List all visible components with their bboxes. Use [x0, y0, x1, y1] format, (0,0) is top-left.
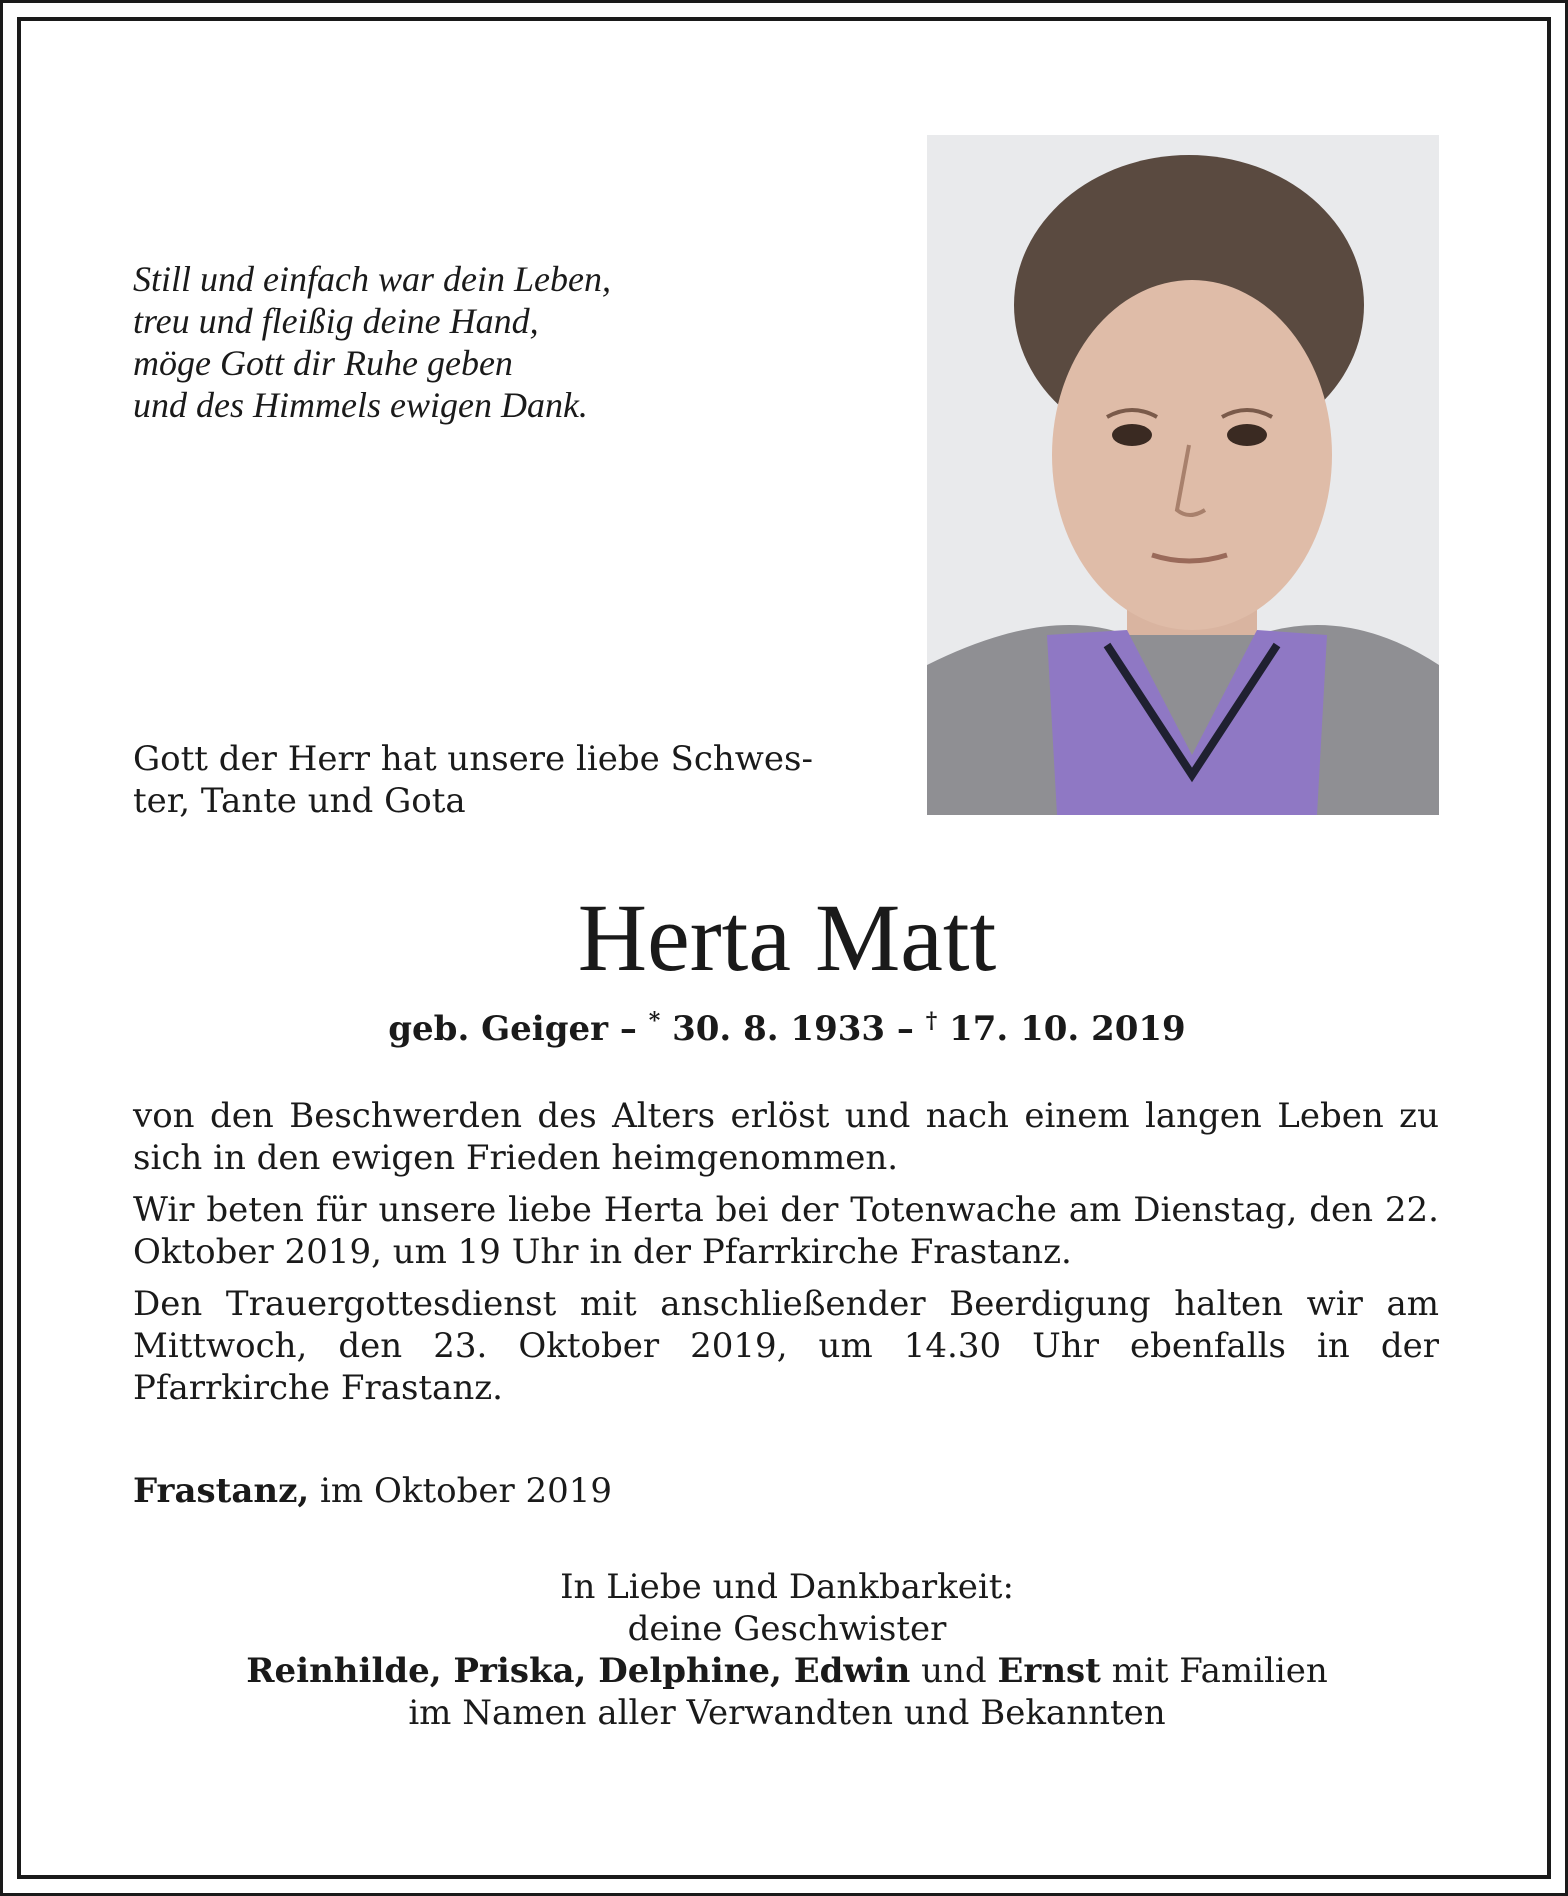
place-name: Frastanz,	[133, 1471, 310, 1511]
closing-line: deine Geschwister	[627, 1609, 947, 1649]
maiden-name: geb. Geiger	[388, 1009, 609, 1049]
birth-symbol: *	[648, 1008, 661, 1034]
life-dates	[3, 1008, 1568, 1050]
body-paragraph: Wir beten für unsere liebe Herta bei der Totenwache am Dienstag, den 22. Oktober 2019, um 19 Uhr in der Pfarrkirche Frastanz.	[133, 1190, 1439, 1272]
portrait-illustration	[927, 135, 1439, 815]
portrait-photo	[927, 135, 1439, 815]
deceased-name: Herta Matt	[577, 884, 997, 991]
poem-line: treu und fleißig deine Hand,	[133, 301, 539, 341]
memorial-poem	[133, 258, 753, 426]
intro-line: ter, Tante und Gota	[133, 781, 466, 821]
announcement-intro	[133, 738, 833, 822]
poem-line: und des Himmels ewigen Dank.	[133, 385, 588, 425]
date-text: im Oktober 2019	[309, 1471, 613, 1511]
place-and-date	[133, 1470, 612, 1512]
sibling-name-last: Ernst	[997, 1651, 1101, 1691]
poem-line: Still und einfach war dein Leben,	[133, 259, 611, 299]
date-separator: –	[608, 1009, 649, 1049]
body-paragraph: Den Trauergottesdienst mit anschließender Beerdigung halten wir am Mittwoch, den 23. Oktober 2019, um 14.30 Uhr ebenfalls in der Pfarrkirche Frastanz.	[133, 1284, 1439, 1408]
intro-line: Gott der Herr hat unsere liebe Schwes-	[133, 739, 813, 779]
closing-line: im Namen aller Verwandten und Bekannten	[408, 1693, 1166, 1733]
announcement-body	[133, 1095, 1439, 1419]
closing-line: In Liebe und Dankbarkeit:	[560, 1567, 1014, 1607]
death-symbol: †	[925, 1008, 938, 1034]
death-date: 17. 10. 2019	[937, 1009, 1186, 1049]
birth-date: 30. 8. 1933	[660, 1009, 886, 1049]
sibling-names: Reinhilde, Priska, Delphine, Edwin	[246, 1651, 911, 1691]
poem-line: möge Gott dir Ruhe geben	[133, 343, 513, 383]
date-separator: –	[885, 1009, 926, 1049]
mourners-line	[3, 1650, 1568, 1692]
suffix-text: mit Familien	[1100, 1651, 1328, 1691]
body-paragraph: von den Beschwerden des Alters erlöst und nach einem langen Leben zu sich in den ewigen Frieden heimgenommen.	[133, 1096, 1439, 1178]
closing-section	[3, 1566, 1568, 1734]
connector-text: und	[910, 1651, 998, 1691]
